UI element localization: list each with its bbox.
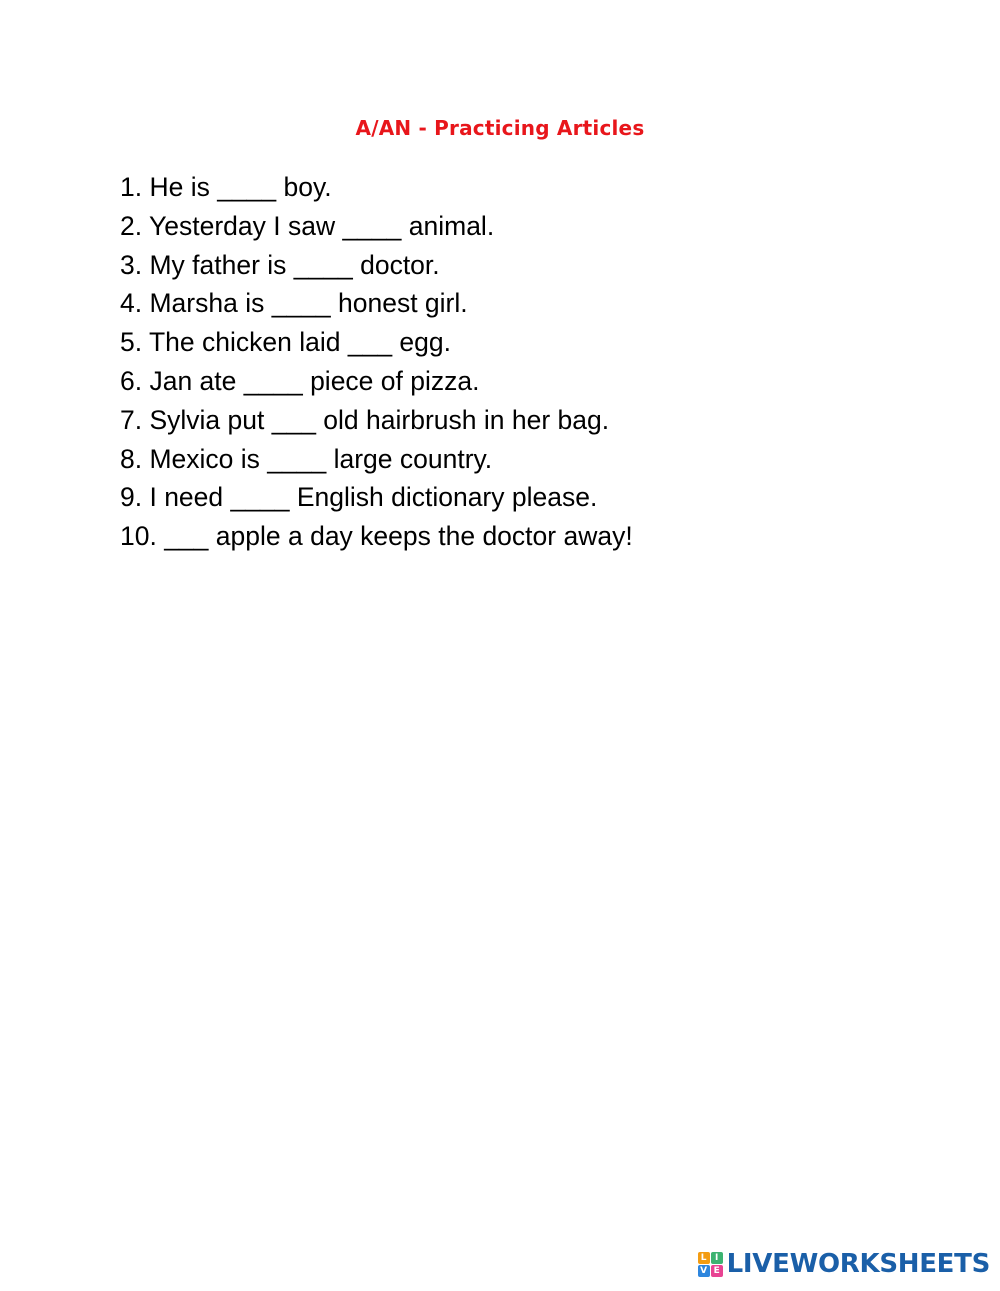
question-item: 10. ___ apple a day keeps the doctor away! [120, 521, 633, 552]
question-item: 8. Mexico is ____ large country. [120, 443, 493, 474]
question-list [120, 168, 633, 556]
question-item: 7. Sylvia put ___ old hairbrush in her bag. [120, 404, 610, 435]
question-item: 1. He is ____ boy. [120, 172, 332, 202]
logo-mark-letter: E [711, 1265, 723, 1277]
logo-mark-letter: L [698, 1252, 710, 1264]
liveworksheets-logo[interactable] [698, 1249, 990, 1279]
worksheet-title: A/AN - Practicing Articles [355, 116, 645, 140]
logo-mark-letter: V [698, 1265, 710, 1277]
logo-mark-letter: I [711, 1252, 723, 1264]
question-item: 3. My father is ____ doctor. [120, 249, 440, 280]
logo-mark-icon [698, 1252, 723, 1277]
question-item: 2. Yesterday I saw ____ animal. [120, 210, 495, 241]
question-item: 4. Marsha is ____ honest girl. [120, 288, 468, 319]
question-item: 9. I need ____ English dictionary please. [120, 482, 598, 513]
logo-text: LIVEWORKSHEETS [726, 1249, 990, 1279]
question-item: 5. The chicken laid ___ egg. [120, 327, 451, 358]
question-item: 6. Jan ate ____ piece of pizza. [120, 365, 480, 396]
